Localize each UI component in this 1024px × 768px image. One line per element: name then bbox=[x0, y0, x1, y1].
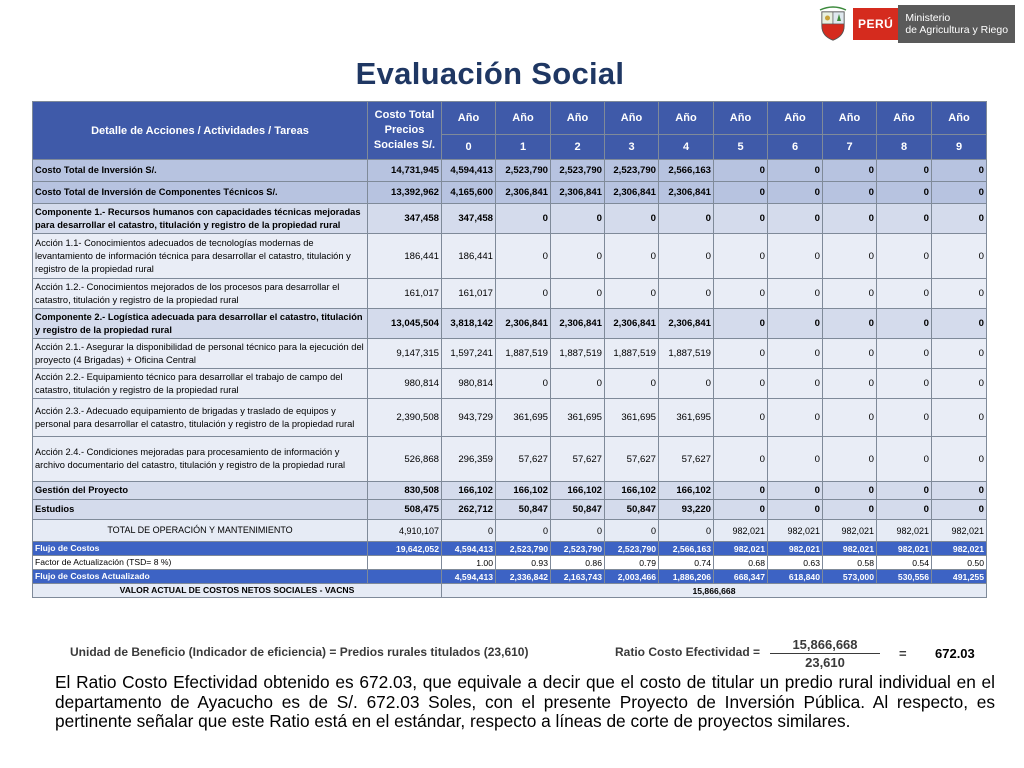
row-year-value: 0 bbox=[932, 309, 987, 339]
row-year-value: 3,818,142 bbox=[442, 309, 496, 339]
row-year-value: 0 bbox=[768, 369, 823, 399]
vacns-row bbox=[33, 584, 987, 598]
row-year-value: 0 bbox=[551, 369, 605, 399]
table-row bbox=[33, 160, 987, 182]
row-year-value: 0 bbox=[877, 279, 932, 309]
row-year-value: 2,566,163 bbox=[659, 160, 714, 182]
table-row bbox=[33, 182, 987, 204]
ratio-equals: = bbox=[899, 646, 907, 661]
row-year-value: 0 bbox=[932, 500, 987, 520]
row-year-value: 2,163,743 bbox=[551, 570, 605, 584]
row-year-value: 530,556 bbox=[877, 570, 932, 584]
row-year-value: 1,887,519 bbox=[659, 339, 714, 369]
row-year-value: 0 bbox=[496, 369, 551, 399]
row-year-value: 0 bbox=[823, 309, 877, 339]
header-year-label: Año bbox=[605, 102, 659, 135]
row-year-value: 161,017 bbox=[442, 279, 496, 309]
peru-brand-label: PERÚ bbox=[853, 8, 898, 40]
row-year-value: 0 bbox=[823, 482, 877, 500]
table-row bbox=[33, 542, 987, 556]
row-total-cost: 830,508 bbox=[368, 482, 442, 500]
table-row bbox=[33, 279, 987, 309]
row-year-value: 2,306,841 bbox=[605, 309, 659, 339]
row-year-value: 0.93 bbox=[496, 556, 551, 570]
ratio-result: 672.03 bbox=[935, 646, 975, 661]
row-year-value: 0 bbox=[442, 520, 496, 542]
row-year-value: 0 bbox=[877, 182, 932, 204]
row-year-value: 262,712 bbox=[442, 500, 496, 520]
row-year-value: 0 bbox=[877, 500, 932, 520]
row-year-value: 57,627 bbox=[496, 437, 551, 482]
row-year-value: 0 bbox=[714, 279, 768, 309]
row-year-value: 0 bbox=[932, 399, 987, 437]
row-year-value: 1,887,519 bbox=[496, 339, 551, 369]
ministry-line-2: de Agricultura y Riego bbox=[905, 24, 1009, 36]
row-label: TOTAL DE OPERACIÓN Y MANTENIMIENTO bbox=[33, 520, 368, 542]
row-year-value: 668,347 bbox=[714, 570, 768, 584]
header-year-label: Año bbox=[714, 102, 768, 135]
row-year-value: 980,814 bbox=[442, 369, 496, 399]
row-year-value: 0 bbox=[714, 399, 768, 437]
row-year-value: 166,102 bbox=[442, 482, 496, 500]
conclusion-paragraph: El Ratio Costo Efectividad obtenido es 672.03, que equivale a decir que el costo de titular un predio rural individual en el departamento de Ayacucho es de S/. 672.03 Soles, con el presente Proyecto de Inversión Pública. Al respecto, es pertinente señalar que este Ratio está en el estándar, respecto a líneas de corte de proyectos similares. bbox=[55, 672, 995, 732]
row-year-value: 0 bbox=[877, 369, 932, 399]
header-year-number: 9 bbox=[932, 135, 987, 160]
header-year-label: Año bbox=[932, 102, 987, 135]
row-year-value: 2,336,842 bbox=[496, 570, 551, 584]
row-year-value: 982,021 bbox=[877, 542, 932, 556]
row-year-value: 361,695 bbox=[496, 399, 551, 437]
row-year-value: 0 bbox=[823, 160, 877, 182]
table-row bbox=[33, 500, 987, 520]
row-year-value: 0 bbox=[768, 182, 823, 204]
row-year-value: 50,847 bbox=[496, 500, 551, 520]
row-year-value: 4,594,413 bbox=[442, 160, 496, 182]
row-year-value: 186,441 bbox=[442, 234, 496, 279]
row-year-value: 0 bbox=[932, 339, 987, 369]
row-year-value: 166,102 bbox=[659, 482, 714, 500]
row-year-value: 982,021 bbox=[768, 542, 823, 556]
row-year-value: 0 bbox=[823, 279, 877, 309]
row-label: Acción 2.4.- Condiciones mejoradas para procesamiento de información y archivo documentario del catastro, titulación y registro de la propiedad rural bbox=[33, 437, 368, 482]
row-year-value: 982,021 bbox=[932, 520, 987, 542]
row-year-value: 0 bbox=[714, 437, 768, 482]
header-detail: Detalle de Acciones / Actividades / Tareas bbox=[33, 102, 368, 160]
row-year-value: 2,306,841 bbox=[496, 309, 551, 339]
row-year-value: 982,021 bbox=[768, 520, 823, 542]
row-year-value: 0.63 bbox=[768, 556, 823, 570]
ratio-fraction bbox=[770, 637, 880, 670]
row-total-cost: 4,910,107 bbox=[368, 520, 442, 542]
row-year-value: 296,359 bbox=[442, 437, 496, 482]
row-year-value: 0 bbox=[768, 204, 823, 234]
ratio-label: Ratio Costo Efectividad = bbox=[615, 645, 761, 659]
header-year-number: 5 bbox=[714, 135, 768, 160]
row-year-value: 1,887,519 bbox=[551, 339, 605, 369]
row-year-value: 0 bbox=[605, 520, 659, 542]
header-year-number: 7 bbox=[823, 135, 877, 160]
row-year-value: 0 bbox=[551, 520, 605, 542]
table-header bbox=[33, 102, 987, 160]
row-total-cost: 161,017 bbox=[368, 279, 442, 309]
row-total-cost: 980,814 bbox=[368, 369, 442, 399]
table-row bbox=[33, 482, 987, 500]
row-year-value: 0 bbox=[605, 279, 659, 309]
row-year-value: 0 bbox=[768, 399, 823, 437]
header-year-label: Año bbox=[659, 102, 714, 135]
table-row bbox=[33, 556, 987, 570]
row-year-value: 0 bbox=[768, 160, 823, 182]
row-year-value: 0 bbox=[714, 339, 768, 369]
row-year-value: 50,847 bbox=[605, 500, 659, 520]
row-year-value: 1,886,206 bbox=[659, 570, 714, 584]
row-year-value: 0 bbox=[932, 437, 987, 482]
row-year-value: 347,458 bbox=[442, 204, 496, 234]
row-year-value: 0 bbox=[768, 234, 823, 279]
row-year-value: 4,594,413 bbox=[442, 542, 496, 556]
row-year-value: 2,003,466 bbox=[605, 570, 659, 584]
row-year-value: 0 bbox=[877, 204, 932, 234]
row-year-value: 2,523,790 bbox=[551, 160, 605, 182]
row-year-value: 0 bbox=[714, 500, 768, 520]
row-total-cost: 13,392,962 bbox=[368, 182, 442, 204]
header-year-number: 1 bbox=[496, 135, 551, 160]
vacns-label: VALOR ACTUAL DE COSTOS NETOS SOCIALES - VACNS bbox=[33, 584, 442, 598]
table-row bbox=[33, 339, 987, 369]
row-year-value: 2,523,790 bbox=[496, 542, 551, 556]
row-year-value: 0.86 bbox=[551, 556, 605, 570]
header-year-number: 0 bbox=[442, 135, 496, 160]
row-year-value: 0 bbox=[877, 339, 932, 369]
row-total-cost: 508,475 bbox=[368, 500, 442, 520]
ministry-logo bbox=[819, 4, 1019, 44]
row-year-value: 0 bbox=[496, 279, 551, 309]
row-year-value: 0 bbox=[659, 369, 714, 399]
row-total-cost: 526,868 bbox=[368, 437, 442, 482]
table-row bbox=[33, 369, 987, 399]
row-year-value: 0 bbox=[932, 482, 987, 500]
row-year-value: 491,255 bbox=[932, 570, 987, 584]
row-year-value: 0 bbox=[768, 309, 823, 339]
table-row bbox=[33, 570, 987, 584]
row-year-value: 0 bbox=[714, 204, 768, 234]
row-year-value: 166,102 bbox=[605, 482, 659, 500]
row-year-value: 0 bbox=[605, 204, 659, 234]
row-year-value: 0 bbox=[714, 160, 768, 182]
row-year-value: 982,021 bbox=[714, 542, 768, 556]
row-year-value: 50,847 bbox=[551, 500, 605, 520]
header-year-label: Año bbox=[551, 102, 605, 135]
header-year-label: Año bbox=[823, 102, 877, 135]
table-body bbox=[33, 160, 987, 598]
row-year-value: 0 bbox=[877, 309, 932, 339]
table-row bbox=[33, 437, 987, 482]
row-year-value: 0 bbox=[551, 279, 605, 309]
header-year-label: Año bbox=[442, 102, 496, 135]
row-year-value: 0 bbox=[605, 234, 659, 279]
row-total-cost: 14,731,945 bbox=[368, 160, 442, 182]
row-year-value: 943,729 bbox=[442, 399, 496, 437]
row-year-value: 982,021 bbox=[932, 542, 987, 556]
row-year-value: 361,695 bbox=[659, 399, 714, 437]
peru-coat-of-arms-icon bbox=[819, 6, 847, 42]
row-year-value: 2,306,841 bbox=[605, 182, 659, 204]
row-year-value: 0 bbox=[932, 182, 987, 204]
row-year-value: 0 bbox=[823, 234, 877, 279]
row-year-value: 982,021 bbox=[823, 520, 877, 542]
row-label: Acción 1.1- Conocimientos adecuados de tecnologías modernas de levantamiento de información técnica para desarrollar el catastro, titulación y registro de la propiedad rural bbox=[33, 234, 368, 279]
row-year-value: 0 bbox=[932, 279, 987, 309]
row-year-value: 618,840 bbox=[768, 570, 823, 584]
cost-table bbox=[32, 101, 987, 598]
header-total-cost-line: Sociales S/. bbox=[373, 139, 436, 151]
row-year-value: 0 bbox=[877, 482, 932, 500]
row-year-value: 0 bbox=[496, 520, 551, 542]
row-year-value: 0 bbox=[659, 234, 714, 279]
header-year-label: Año bbox=[768, 102, 823, 135]
row-year-value: 0 bbox=[768, 482, 823, 500]
row-total-cost: 2,390,508 bbox=[368, 399, 442, 437]
row-year-value: 0 bbox=[932, 234, 987, 279]
row-total-cost bbox=[368, 556, 442, 570]
row-year-value: 0 bbox=[659, 520, 714, 542]
row-year-value: 0 bbox=[823, 182, 877, 204]
row-year-value: 361,695 bbox=[551, 399, 605, 437]
row-year-value: 57,627 bbox=[551, 437, 605, 482]
row-year-value: 1,597,241 bbox=[442, 339, 496, 369]
row-year-value: 0 bbox=[823, 399, 877, 437]
row-label: Estudios bbox=[33, 500, 368, 520]
row-year-value: 0.58 bbox=[823, 556, 877, 570]
row-year-value: 0 bbox=[823, 339, 877, 369]
row-label: Costo Total de Inversión de Componentes Técnicos S/. bbox=[33, 182, 368, 204]
header-year-number: 8 bbox=[877, 135, 932, 160]
header-total-cost-line: Costo Total bbox=[374, 109, 435, 121]
row-year-value: 0 bbox=[714, 482, 768, 500]
table-row bbox=[33, 234, 987, 279]
row-year-value: 0 bbox=[823, 437, 877, 482]
row-year-value: 982,021 bbox=[823, 542, 877, 556]
row-year-value: 0 bbox=[823, 369, 877, 399]
row-label: Componente 2.- Logística adecuada para desarrollar el catastro, titulación y registro de la propiedad rural bbox=[33, 309, 368, 339]
row-total-cost: 19,642,052 bbox=[368, 542, 442, 556]
row-year-value: 2,566,163 bbox=[659, 542, 714, 556]
row-year-value: 0 bbox=[659, 204, 714, 234]
row-year-value: 982,021 bbox=[877, 520, 932, 542]
row-year-value: 0 bbox=[768, 339, 823, 369]
ministry-name bbox=[898, 5, 1015, 43]
header-year-number: 4 bbox=[659, 135, 714, 160]
row-year-value: 1.00 bbox=[442, 556, 496, 570]
ratio-numerator: 15,866,668 bbox=[770, 637, 880, 654]
row-year-value: 0 bbox=[714, 369, 768, 399]
ministry-line-1: Ministerio bbox=[905, 12, 951, 24]
header-total-cost bbox=[368, 102, 442, 160]
header-year-label: Año bbox=[877, 102, 932, 135]
row-year-value: 2,523,790 bbox=[605, 542, 659, 556]
row-year-value: 0 bbox=[932, 204, 987, 234]
row-year-value: 0 bbox=[932, 369, 987, 399]
row-year-value: 982,021 bbox=[714, 520, 768, 542]
row-year-value: 0.54 bbox=[877, 556, 932, 570]
header-year-number: 2 bbox=[551, 135, 605, 160]
row-year-value: 57,627 bbox=[659, 437, 714, 482]
row-year-value: 0.74 bbox=[659, 556, 714, 570]
row-year-value: 0 bbox=[823, 500, 877, 520]
row-year-value: 2,306,841 bbox=[551, 309, 605, 339]
row-year-value: 0 bbox=[768, 279, 823, 309]
row-label: Costo Total de Inversión S/. bbox=[33, 160, 368, 182]
row-year-value: 573,000 bbox=[823, 570, 877, 584]
row-year-value: 2,523,790 bbox=[605, 160, 659, 182]
page-title: Evaluación Social bbox=[355, 56, 625, 91]
row-year-value: 361,695 bbox=[605, 399, 659, 437]
row-year-value: 2,306,841 bbox=[496, 182, 551, 204]
row-year-value: 0 bbox=[714, 182, 768, 204]
row-year-value: 4,594,413 bbox=[442, 570, 496, 584]
row-year-value: 0 bbox=[823, 204, 877, 234]
row-year-value: 2,523,790 bbox=[551, 542, 605, 556]
table-row bbox=[33, 520, 987, 542]
row-year-value: 0 bbox=[877, 437, 932, 482]
header-year-number: 6 bbox=[768, 135, 823, 160]
row-year-value: 166,102 bbox=[551, 482, 605, 500]
header-year-label: Año bbox=[496, 102, 551, 135]
row-label: Flujo de Costos Actualizado bbox=[33, 570, 368, 584]
row-year-value: 0 bbox=[551, 204, 605, 234]
row-year-value: 2,306,841 bbox=[659, 309, 714, 339]
row-label: Acción 1.2.- Conocimientos mejorados de los procesos para desarrollar el catastro, titulación y registro de la propiedad rural bbox=[33, 279, 368, 309]
row-label: Gestión del Proyecto bbox=[33, 482, 368, 500]
row-year-value: 0 bbox=[714, 309, 768, 339]
row-label: Factor de Actualización (TSD= 8 %) bbox=[33, 556, 368, 570]
row-total-cost: 347,458 bbox=[368, 204, 442, 234]
row-year-value: 2,306,841 bbox=[551, 182, 605, 204]
row-label: Componente 1.- Recursos humanos con capacidades técnicas mejoradas para desarrollar el catastro, titulación y registro de la propiedad rural bbox=[33, 204, 368, 234]
row-year-value: 0 bbox=[877, 160, 932, 182]
row-year-value: 0 bbox=[551, 234, 605, 279]
table-row bbox=[33, 204, 987, 234]
row-year-value: 57,627 bbox=[605, 437, 659, 482]
row-year-value: 0 bbox=[932, 160, 987, 182]
header-total-cost-line: Precios bbox=[384, 124, 425, 136]
row-year-value: 0.50 bbox=[932, 556, 987, 570]
vacns-value: 15,866,668 bbox=[442, 584, 987, 598]
row-year-value: 4,165,600 bbox=[442, 182, 496, 204]
row-year-value: 0 bbox=[605, 369, 659, 399]
header-year-number: 3 bbox=[605, 135, 659, 160]
table-row bbox=[33, 309, 987, 339]
benefit-unit-label: Unidad de Beneficio (Indicador de eficiencia) = Predios rurales titulados (23,610) bbox=[70, 645, 529, 659]
row-total-cost: 186,441 bbox=[368, 234, 442, 279]
row-year-value: 0 bbox=[768, 500, 823, 520]
row-label: Acción 2.3.- Adecuado equipamiento de brigadas y traslado de equipos y personal para desarrollar el catastro, titulación y registro de la propiedad rural bbox=[33, 399, 368, 437]
row-year-value: 2,306,841 bbox=[659, 182, 714, 204]
row-year-value: 93,220 bbox=[659, 500, 714, 520]
row-year-value: 0.79 bbox=[605, 556, 659, 570]
row-year-value: 2,523,790 bbox=[496, 160, 551, 182]
row-year-value: 0.68 bbox=[714, 556, 768, 570]
row-year-value: 1,887,519 bbox=[605, 339, 659, 369]
row-year-value: 0 bbox=[714, 234, 768, 279]
row-year-value: 0 bbox=[877, 234, 932, 279]
row-year-value: 0 bbox=[496, 234, 551, 279]
row-year-value: 0 bbox=[877, 399, 932, 437]
row-year-value: 0 bbox=[768, 437, 823, 482]
row-year-value: 166,102 bbox=[496, 482, 551, 500]
row-total-cost: 13,045,504 bbox=[368, 309, 442, 339]
row-total-cost: 9,147,315 bbox=[368, 339, 442, 369]
row-label: Acción 2.1.- Asegurar la disponibilidad de personal técnico para la ejecución del proyecto (4 Brigadas) + Oficina Central bbox=[33, 339, 368, 369]
row-year-value: 0 bbox=[496, 204, 551, 234]
row-year-value: 0 bbox=[659, 279, 714, 309]
row-label: Acción 2.2.- Equipamiento técnico para desarrollar el trabajo de campo del catastro, titulación y registro de la propiedad rural bbox=[33, 369, 368, 399]
table-row bbox=[33, 399, 987, 437]
ratio-denominator: 23,610 bbox=[805, 655, 845, 670]
row-label: Flujo de Costos bbox=[33, 542, 368, 556]
row-total-cost bbox=[368, 570, 442, 584]
